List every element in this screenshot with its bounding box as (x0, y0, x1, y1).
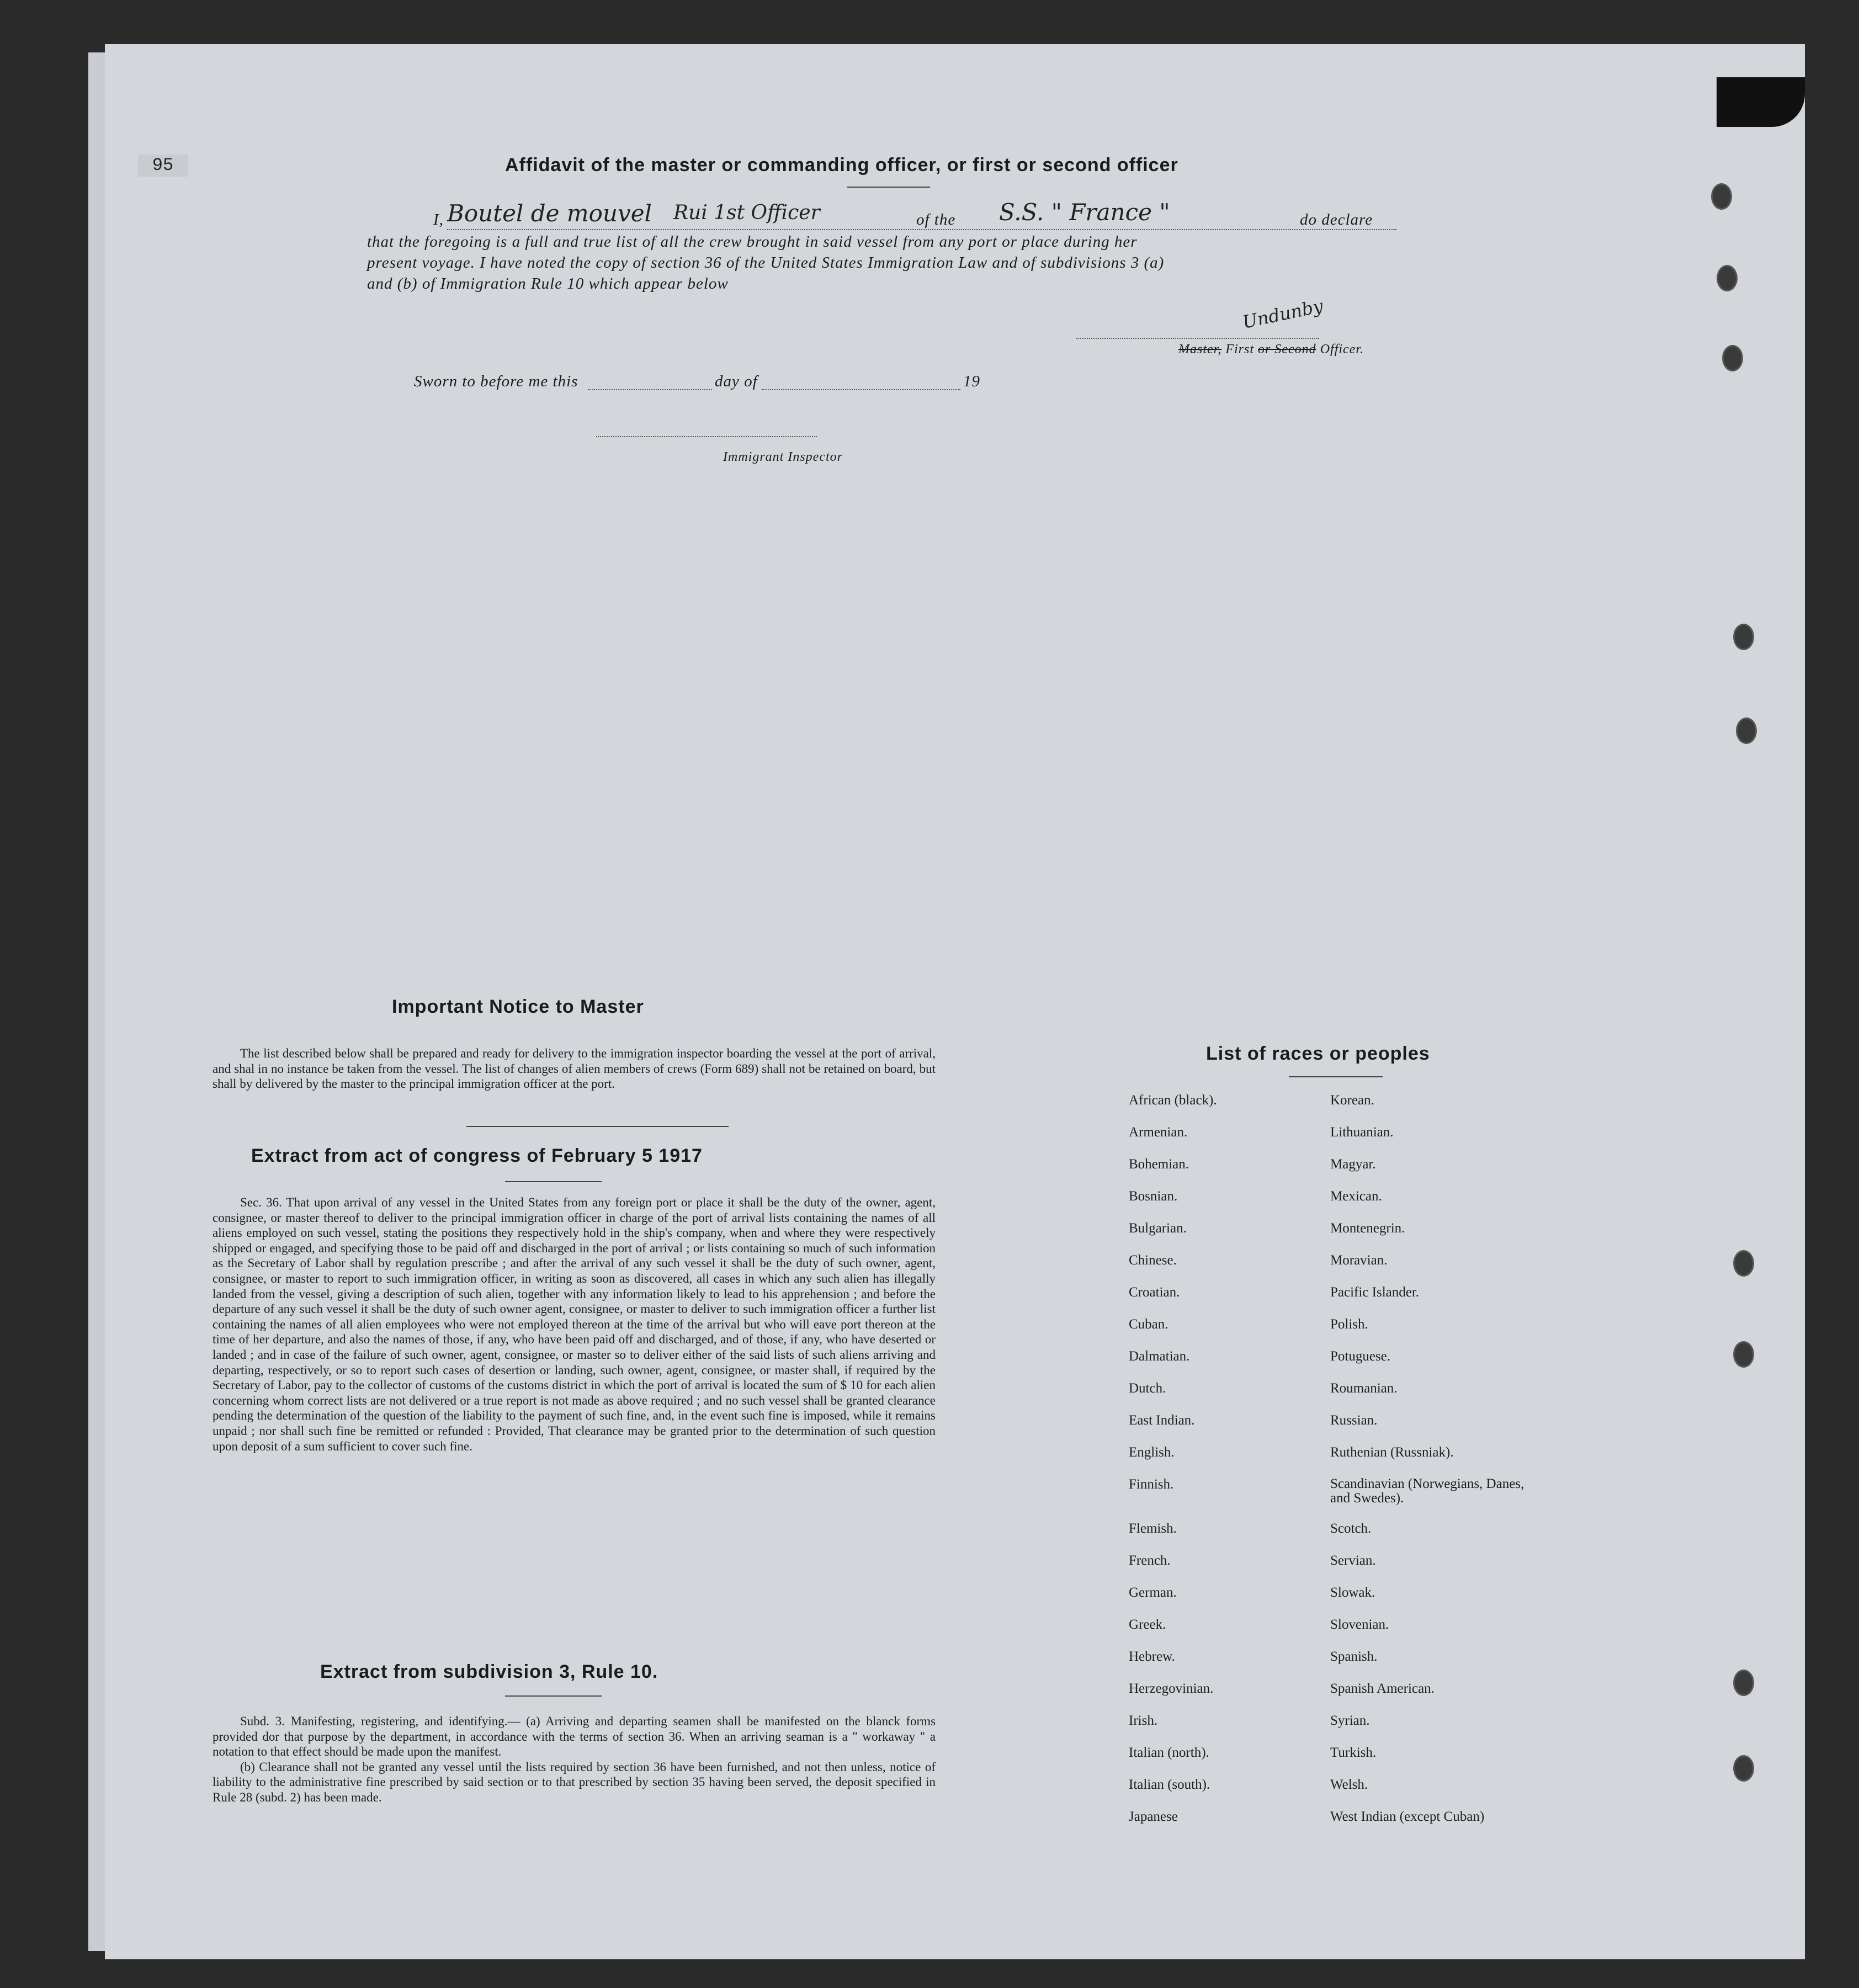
notice-body: The list described below shall be prepared and ready for delivery to the immigration inspector boarding the vessel at the port of arrival, and shal in no instance be taken from the vessel. The list of changes of alien members of crews (Form 689) shall not be retained on board, but shall by delivered by the master to the principal immigration officer at the port. (213, 1046, 936, 1091)
races-underline (1289, 1076, 1383, 1077)
race-item: Bulgarian. (1129, 1221, 1187, 1236)
race-item: German. (1129, 1585, 1177, 1600)
race-item: Polish. (1330, 1317, 1368, 1332)
race-item: Italian (south). (1129, 1777, 1210, 1792)
binder-hole (1733, 1250, 1754, 1277)
race-item: Dutch. (1129, 1381, 1166, 1396)
race-item: Servian. (1330, 1553, 1376, 1568)
extract-rule-title: Extract from subdivision 3, Rule 10. (320, 1661, 658, 1682)
race-item: African (black). (1129, 1093, 1217, 1108)
race-item: Scotch. (1330, 1521, 1372, 1536)
sworn-year: 19 (963, 373, 980, 390)
fill-line (447, 229, 1396, 230)
race-item: Flemish. (1129, 1521, 1177, 1536)
section-divider (466, 1126, 729, 1127)
notice-title: Important Notice to Master (392, 996, 644, 1017)
race-item: Pacific Islander. (1330, 1285, 1420, 1300)
sworn-text: Sworn to before me this (414, 373, 578, 390)
race-item: Hebrew. (1129, 1649, 1175, 1664)
title-underline (847, 187, 930, 188)
immigrant-inspector-label: Immigrant Inspector (723, 450, 843, 464)
sworn-month-line (762, 389, 960, 390)
inspector-line (596, 436, 817, 437)
race-item: Ruthenian (Russniak). (1330, 1445, 1454, 1460)
race-item: Moravian. (1330, 1253, 1388, 1268)
binder-hole (1733, 624, 1754, 650)
race-item: Mexican. (1330, 1189, 1382, 1204)
extract-rule-body: Subd. 3. Manifesting, registering, and identifying.— (a) Arriving and departing seamen shall be manifested on the blanck forms provided dor that purpose by the department, in accordance with the terms of section 36. When an arriving seaman is a " workaway " a notation to that effect should be made upon the manifest. (b) Clearance shall not be granted any vessel until the lists required by section 36 have been furnished, and not then unless, notice of liability to the administrative fine prescribed by said section or to that prescribed by section 35 having been served, the deposit specified in Rule 28 (subd. 2) has been made. (213, 1714, 936, 1804)
race-item: English. (1129, 1445, 1175, 1460)
affidavit-line-2: that the foregoing is a full and true list of all the crew brought in said vessel from any port or place during her (367, 233, 1138, 251)
race-item: Spanish. (1330, 1649, 1378, 1664)
race-item: Slowak. (1330, 1585, 1375, 1600)
binder-hole (1733, 1670, 1754, 1696)
race-item: Roumanian. (1330, 1381, 1398, 1396)
page-edge-mark (1717, 77, 1805, 127)
page-number: 95 (138, 155, 188, 177)
officer-master: Master, First or Second Officer. (1178, 342, 1364, 357)
race-item: East Indian. (1129, 1413, 1195, 1428)
affidavit-line-3: present voyage. I have noted the copy of section 36 of the United States Immigration Law and of subdivisions 3 (a) (367, 254, 1165, 272)
officer-name-handwritten: Boutel de mouvel (447, 200, 652, 227)
vessel-name-handwritten: S.S. " France " (999, 199, 1170, 226)
section-divider (505, 1695, 602, 1697)
binder-hole (1722, 345, 1743, 371)
binder-hole (1733, 1755, 1754, 1782)
races-title: List of races or peoples (1206, 1043, 1430, 1064)
race-item: Herzegovinian. (1129, 1681, 1214, 1696)
sworn-day-line (588, 389, 712, 390)
race-item: Welsh. (1330, 1777, 1368, 1792)
race-item: Magyar. (1330, 1157, 1376, 1172)
race-item: Italian (north). (1129, 1745, 1209, 1760)
race-item: Irish. (1129, 1713, 1158, 1728)
race-item: Dalmatian. (1129, 1349, 1190, 1364)
race-item: Turkish. (1330, 1745, 1377, 1760)
section-divider (505, 1181, 602, 1182)
race-item: Lithuanian. (1330, 1125, 1394, 1140)
race-item: Greek. (1129, 1617, 1166, 1632)
binder-hole (1717, 265, 1738, 291)
race-item: Potuguese. (1330, 1349, 1391, 1364)
race-item: Bosnian. (1129, 1189, 1178, 1204)
race-item: Scandinavian (Norwegians, Danes, and Swedes). (1330, 1476, 1525, 1506)
extract-act-title: Extract from act of congress of February 5 1917 (251, 1145, 703, 1166)
day-of-text: day of (715, 373, 758, 390)
race-item: Armenian. (1129, 1125, 1188, 1140)
of-the-text: of the (916, 211, 956, 228)
signature-line (1076, 338, 1319, 339)
race-item: Montenegrin. (1330, 1221, 1405, 1236)
race-item: Chinese. (1129, 1253, 1177, 1268)
extract-act-body: Sec. 36. That upon arrival of any vessel in the United States from any foreign port or place it shall be the duty of the owner, agent, consignee, or master thereof to deliver to the principal immigration officer in charge of the port of arrival lists containing the names of all aliens employed on such vessel, stating the positions they respectively hold in the ship's company, when and where they were respectively shipped or engaged, and specifying those to be paid off and discharged in the port of arrival ; or lists containing so much of such information as the Secretary of Labor shall by regulation prescribe ; and after the arrival of any such vessel it shall be the duty of such owner, agent, consignee, or master to report to such immigration officer, in writing as soon as discovered, all cases in which any such alien has illegally landed from the vessel, giving a description of such alien, together with any information likely to lead to his apprehension ; and before the departure of any such vessel it shall be the duty of such owner agent, consignee, or master to deliver to such immigration officer a further list containing the names of all alien employees who were not employed thereon at the time of the arrival but who will eave port thereon at the time of her departure, and also the names of those, if any, who have been paid off and discharged, and of those, if any, who have deserted or landed ; and in case of the failure of such owner, agent, consignee, or master so to deliver either of the said lists of such aliens arriving and departing, respectively, or so to report such cases of desertion or landing, such owner, agent, consignee, or master shall, if required by the Secretary of Labor, pay to the collector of customs of the customs district in which the port of arrival is located the sum of $ 10 for each alien concerning whom correct lists are not delivered or a true report is not made as above required ; and no such vessel shall be granted clearance pending the determination of the question of the liability to the payment of such fine, and, in the event such fine is imposed, while it remains unpaid ; nor shall such fine be remitted or refunded : Provided, That clearance may be granted prior to the determination of such question upon deposit of a sum sufficient to cover such fine. (213, 1195, 936, 1453)
race-item: Cuban. (1129, 1317, 1168, 1332)
race-item: Syrian. (1330, 1713, 1370, 1728)
binder-hole (1733, 1341, 1754, 1368)
race-item: Japanese (1129, 1809, 1178, 1824)
officer-rank-handwritten: Rui 1st Officer (673, 201, 820, 224)
race-item: Croatian. (1129, 1285, 1180, 1300)
signature-handwritten: Undunby (1240, 295, 1325, 333)
race-item: Finnish. (1129, 1477, 1174, 1492)
binder-hole (1736, 717, 1757, 744)
race-item: West Indian (except Cuban) (1330, 1809, 1485, 1824)
race-item: Slovenian. (1330, 1617, 1389, 1632)
race-item: French. (1129, 1553, 1171, 1568)
affidavit-title: Affidavit of the master or commanding officer, or first or second officer (505, 155, 1178, 176)
manifest-page (105, 44, 1805, 1959)
race-item: Korean. (1330, 1093, 1374, 1108)
binder-hole (1711, 183, 1732, 210)
race-item: Spanish American. (1330, 1681, 1435, 1696)
affidavit-i: I, (433, 211, 444, 228)
affidavit-line-4: and (b) of Immigration Rule 10 which appear below (367, 275, 729, 293)
race-item: Russian. (1330, 1413, 1378, 1428)
race-item: Bohemian. (1129, 1157, 1189, 1172)
do-declare-text: do declare (1300, 211, 1373, 228)
